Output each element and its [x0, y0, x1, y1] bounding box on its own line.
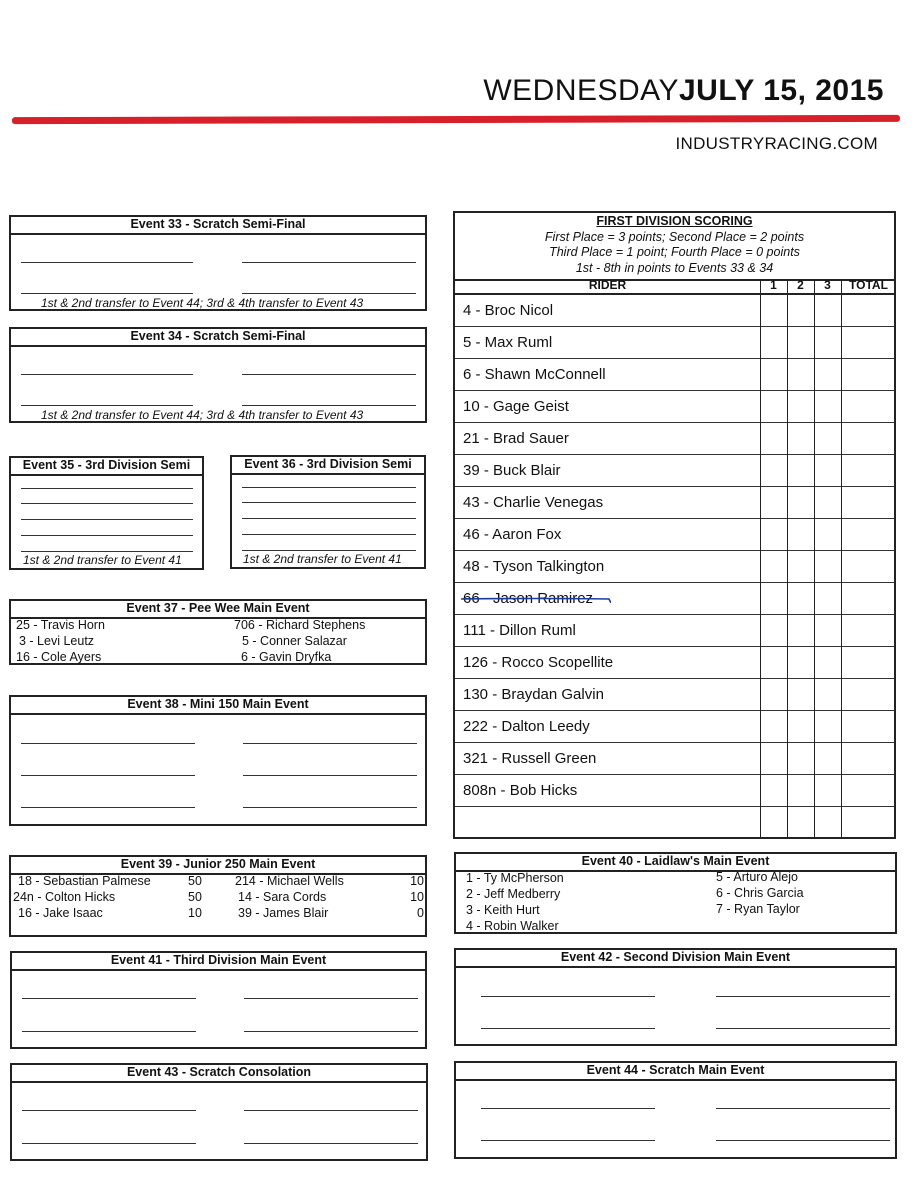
column-divider: [760, 279, 761, 837]
rider-name: 126 - Rocco Scopellite: [463, 654, 614, 671]
entry-line[interactable]: [716, 1028, 890, 1029]
entry-line[interactable]: [242, 405, 416, 406]
scoring-row: [455, 519, 894, 551]
scoring-row: [455, 359, 894, 391]
rider-points: 50: [188, 874, 202, 888]
rider-name: 130 - Braydan Galvin: [463, 686, 604, 703]
column-header-total: TOTAL: [849, 278, 888, 292]
rider-points: 10: [410, 890, 424, 904]
event-41-box: [10, 951, 427, 1049]
entry-line[interactable]: [21, 293, 193, 294]
rider-name: 808n - Bob Hicks: [463, 782, 578, 799]
rider-name: 21 - Brad Sauer: [463, 430, 569, 447]
scoring-row: [455, 391, 894, 423]
rider-entry: 5 - Conner Salazar: [242, 634, 347, 648]
entry-line[interactable]: [243, 775, 417, 776]
scoring-row: [455, 551, 894, 583]
scoring-rule: Third Place = 1 point; Fourth Place = 0 points: [549, 245, 800, 259]
rider-entry: 39 - James Blair: [238, 906, 329, 920]
entry-line[interactable]: [242, 502, 416, 503]
scoring-row: [455, 775, 894, 807]
website-link[interactable]: INDUSTRYRACING.COM: [675, 134, 878, 153]
rider-points: 0: [417, 906, 424, 920]
event-38-box: [9, 695, 427, 826]
rider-entry: 6 - Gavin Dryfka: [241, 650, 332, 664]
rider-entry: 18 - Sebastian Palmese: [18, 874, 151, 888]
event-37-box: [9, 599, 427, 665]
scoring-row: [455, 679, 894, 711]
rider-name: 321 - Russell Green: [463, 750, 597, 767]
rider-name: 39 - Buck Blair: [463, 462, 561, 479]
rider-entry: 7 - Ryan Taylor: [716, 902, 800, 916]
event-44-box: [454, 1061, 897, 1159]
rider-entry: 25 - Travis Horn: [16, 618, 105, 632]
entry-line[interactable]: [21, 488, 193, 489]
rider-entry: 4 - Robin Walker: [466, 919, 559, 933]
rider-entry: 706 - Richard Stephens: [234, 618, 366, 632]
scoring-row: [455, 423, 894, 455]
entry-line[interactable]: [244, 1031, 418, 1032]
scoring-row: [455, 455, 894, 487]
column-divider: [841, 279, 842, 837]
event-36-box: [230, 455, 426, 569]
entry-line[interactable]: [244, 1110, 418, 1111]
header-date-text: JULY 15, 2015: [678, 74, 884, 107]
entry-line[interactable]: [21, 535, 193, 536]
rider-entry: 2 - Jeff Medberry: [466, 887, 561, 901]
entry-line[interactable]: [21, 405, 193, 406]
entry-line[interactable]: [716, 996, 890, 997]
scoring-column-headers: [455, 279, 894, 295]
scoring-row: [455, 615, 894, 647]
entry-line[interactable]: [22, 998, 196, 999]
entry-line[interactable]: [242, 293, 416, 294]
event-42-title: Event 42 - Second Division Main Event: [456, 950, 895, 968]
transfer-note: 1st & 2nd transfer to Event 44; 3rd & 4th transfer to Event 43: [41, 296, 364, 310]
rider-points: 10: [188, 906, 202, 920]
entry-line[interactable]: [481, 1028, 655, 1029]
event-42-box: [454, 948, 897, 1046]
rider-entry: 16 - Cole Ayers: [16, 650, 102, 664]
rider-entry: 24n - Colton Hicks: [13, 890, 116, 904]
rider-entry: 214 - Michael Wells: [235, 874, 344, 888]
event-34-box: [9, 327, 427, 423]
entry-line[interactable]: [242, 534, 416, 535]
entry-line[interactable]: [22, 1110, 196, 1111]
event-33-box: [9, 215, 427, 311]
entry-line[interactable]: [242, 262, 416, 263]
rider-name: 66 - Jason Ramirez: [463, 590, 594, 607]
event-39-box: [9, 855, 427, 937]
entry-line[interactable]: [242, 518, 416, 519]
entry-line[interactable]: [243, 807, 417, 808]
scoring-title: FIRST DIVISION SCORING: [596, 214, 753, 228]
event-43-box: [10, 1063, 428, 1161]
scoring-rule: First Place = 3 points; Second Place = 2 points: [544, 229, 805, 244]
scoring-row: [455, 647, 894, 679]
entry-line[interactable]: [22, 1143, 196, 1144]
rider-entry: 3 - Keith Hurt: [466, 903, 540, 917]
rider-name: 111 - Dillon Ruml: [463, 622, 576, 639]
rider-name: 222 - Dalton Leedy: [463, 718, 590, 735]
rider-points: 50: [188, 890, 202, 904]
event-43-title: Event 43 - Scratch Consolation: [12, 1065, 426, 1083]
scoring-row: [455, 487, 894, 519]
entry-line[interactable]: [21, 503, 193, 504]
column-header-1: 1: [770, 278, 777, 292]
rider-name: 46 - Aaron Fox: [463, 526, 562, 543]
entry-line[interactable]: [716, 1140, 890, 1141]
rider-points: 10: [410, 874, 424, 888]
rider-entry: 14 - Sara Cords: [238, 890, 327, 904]
rider-entry: 3 - Levi Leutz: [19, 634, 95, 648]
event-41-title: Event 41 - Third Division Main Event: [12, 953, 425, 971]
event-35-box: [9, 456, 204, 570]
event-37-title: Event 37 - Pee Wee Main Event: [11, 601, 425, 619]
rider-name: 10 - Gage Geist: [463, 398, 569, 415]
column-divider: [814, 279, 815, 837]
transfer-note: 1st & 2nd transfer to Event 41: [243, 552, 402, 566]
entry-line[interactable]: [242, 374, 416, 375]
transfer-note: 1st & 2nd transfer to Event 41: [23, 553, 182, 567]
entry-line[interactable]: [21, 519, 193, 520]
event-40-title: Event 40 - Laidlaw's Main Event: [456, 854, 895, 872]
event-33-title: Event 33 - Scratch Semi-Final: [11, 217, 425, 235]
header-day: WEDNESDAY: [483, 74, 679, 107]
entry-line[interactable]: [21, 775, 195, 776]
rider-entry: 6 - Chris Garcia: [716, 886, 804, 900]
header-date: [0, 74, 884, 108]
event-36-title: Event 36 - 3rd Division Semi: [232, 457, 424, 475]
entry-line[interactable]: [21, 743, 195, 744]
rider-name: 4 - Broc Nicol: [463, 302, 554, 319]
event-40-box: [454, 852, 897, 934]
entry-line[interactable]: [481, 1108, 655, 1109]
column-divider: [787, 279, 788, 837]
entry-line[interactable]: [242, 487, 416, 488]
entry-line[interactable]: [242, 550, 416, 551]
rider-name: 6 - Shawn McConnell: [463, 366, 606, 383]
transfer-note: 1st & 2nd transfer to Event 44; 3rd & 4th transfer to Event 43: [41, 408, 364, 422]
scoring-row: [455, 807, 894, 839]
event-34-title: Event 34 - Scratch Semi-Final: [11, 329, 425, 347]
entry-line[interactable]: [481, 996, 655, 997]
event-38-title: Event 38 - Mini 150 Main Event: [11, 697, 425, 715]
scoring-header: [455, 213, 894, 281]
rider-name: 5 - Max Ruml: [463, 334, 553, 351]
rider-name: 48 - Tyson Talkington: [463, 558, 605, 575]
event-44-title: Event 44 - Scratch Main Event: [456, 1063, 895, 1081]
rider-entry: 1 - Ty McPherson: [466, 871, 564, 885]
entry-line[interactable]: [21, 807, 195, 808]
rider-entry: 5 - Arturo Alejo: [716, 870, 798, 884]
scoring-row: [455, 743, 894, 775]
column-header-2: 2: [797, 278, 804, 292]
column-header-3: 3: [824, 278, 831, 292]
event-35-title: Event 35 - 3rd Division Semi: [11, 458, 202, 476]
scoring-row: [455, 295, 894, 327]
entry-line[interactable]: [481, 1140, 655, 1141]
entry-line[interactable]: [244, 998, 418, 999]
entry-line[interactable]: [21, 551, 193, 552]
entry-line[interactable]: [716, 1108, 890, 1109]
red-divider: [12, 115, 900, 124]
entry-line[interactable]: [243, 743, 417, 744]
entry-line[interactable]: [244, 1143, 418, 1144]
scoring-rule: 1st - 8th in points to Events 33 & 34: [575, 260, 774, 275]
scoring-row: [455, 327, 894, 359]
entry-line[interactable]: [21, 262, 193, 263]
rider-entry: 16 - Jake Isaac: [18, 906, 103, 920]
scoring-row: [455, 583, 894, 615]
entry-line[interactable]: [21, 374, 193, 375]
scoring-row: [455, 711, 894, 743]
strikethrough-mark: [461, 597, 611, 603]
event-39-title: Event 39 - Junior 250 Main Event: [11, 857, 425, 875]
rider-name: 43 - Charlie Venegas: [463, 494, 604, 511]
entry-line[interactable]: [22, 1031, 196, 1032]
first-division-scoring-table: [453, 211, 896, 839]
column-header-rider: RIDER: [588, 278, 627, 292]
